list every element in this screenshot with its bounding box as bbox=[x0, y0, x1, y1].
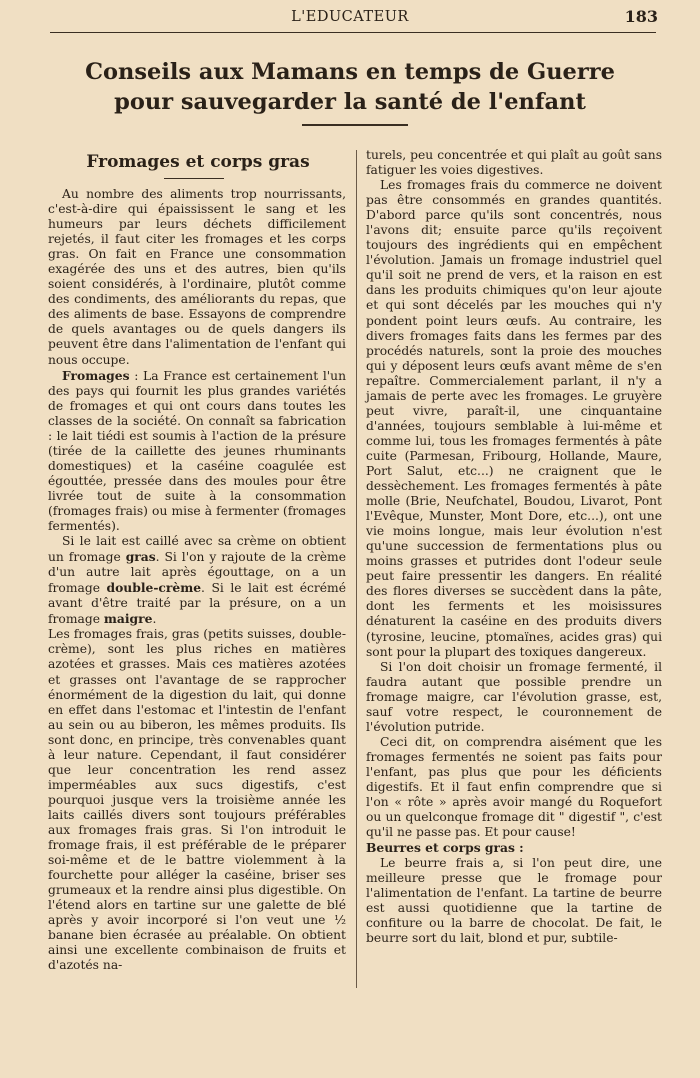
emphasis: maigre bbox=[103, 611, 153, 627]
paragraph: Ceci dit, on comprendra aisément que les fromages fermentés ne soient pas faits pour l'enfant, pas plus que pour les déficients digestifs. Et il faut enfin comprendre que si l'on « rôte » après avoir mangé du Roquefort ou un quelconque fromage dit " digestif ", c'est qu'il ne passe pas. Et pour cause! bbox=[366, 734, 662, 840]
section-title: Fromages et corps gras bbox=[86, 152, 310, 172]
emphasis: gras bbox=[125, 549, 156, 565]
paragraph: Les fromages frais du commerce ne doivent pas être consommés en grandes quantités. D'abord parce qu'ils sont concentrés, nous l'avons dit; ensuite parce qu'ils reçoivent toujours des ingrédients qui en empêchent l'évolution. Jamais un fromage industriel quel qu'il soit ne prend de vers, et la raison en est dans les produits chimiques qu'on leur ajoute et qui sont décelés par les mouches qui n'y pondent point leurs œufs. Au contraire, les divers fromages faits dans les fermes par des procédés naturels, sont la proie des mouches qui y déposent leurs œufs avant même de s'en repaître. Commercialement parlant, il n'y a jamais de perte avec les fromages. Le gruyère peut vivre, paraît-il, une cinquantaine d'années, toujours semblable à lui-même et comme lui, tous les fromages fermentés à pâte cuite (Parmesan, Fribourg, Hollande, Maure, Port Salut, etc...) ne craignent que le dessèchement. Les fromages fermentés à pâte molle (Brie, Neufchatel, Boudou, Livarot, Pont l'Evêque, Munster, Mont Dore, etc...), ont une vie moins longue, mais leur évolution n'est qu'une succession de fermentations plus ou moins grasses et putrides dont l'odeur seule peut faire pressentir les dangers. En réalité des flores diverses se succèdent dans la pâte, dont les ferments et les moisissures dénaturent la caséine en des produits divers (tyrosine, leucine, ptomaïnes, acides gras) qui sont pour la plupart des toxiques dangereux. bbox=[366, 178, 662, 659]
title-rule bbox=[302, 124, 408, 126]
column-divider bbox=[356, 150, 357, 988]
section-rule bbox=[164, 178, 224, 179]
paragraph: Les fromages frais, gras (petits suisses, double-crème), sont les plus riches en matières azotées et grasses. Mais ces matières azotées et grasses ont l'avantage de se rapprocher énormément de la digestion du lait, qui donne en effet dans l'estomac et l'intestin de l'enfant au sein ou au biberon, les mêmes produits. Ils sont donc, en principe, très convenables quant à leur nature. Cependant, il faut considérer que leur concentration les rend assez imperméables aux sucs digestifs, c'est pourquoi jusque vers la troisième année les laits caillés divers sont toujours préférables aux fromages frais gras. Si l'on introduit le fromage frais, il est préférable de le préparer soi-même et de le battre violemment à la fourchette pour alléger la caséine, briser ses grumeaux et la rendre ainsi plus digestible. On l'étend alors en tartine sur une galette de blé après y avoir incorporé si l'on veut une ½ banane bien écrasée au préalable. On obtient ainsi une excellente combinaison de fruits et d'azotés na- bbox=[48, 627, 346, 973]
left-column bbox=[48, 187, 346, 973]
run-in-label: Fromages bbox=[62, 367, 130, 383]
right-column bbox=[366, 148, 662, 946]
paragraph: Si l'on doit choisir un fromage fermenté, il faudra autant que possible prendre un fromage maigre, car l'évolution grasse, est, sauf votre respect, le couronnement de l'évolution putride. bbox=[366, 659, 662, 734]
paragraph-text: : La France est certainement l'un des pays qui fournit les plus grandes variétés de fromages et qui ont cours dans toutes les classes de la société. On connaît sa fabrication : le lait tiédi est soumis à l'action de la présure (tirée de la caillette des jeunes rhuminants domestiques) et la caséine coagulée est égouttée, pressée dans des moules pour être livrée tout de suite à la consommation (fromages frais) ou mise à fermenter (fromages fermentés). bbox=[48, 368, 346, 534]
paragraph: Au nombre des aliments trop nourrissants, c'est-à-dire qui épaississent le sang et les humeurs par leurs déchets difficilement rejetés, il faut citer les fromages et les corps gras. On fait en France une consommation exagérée des uns et des autres, bien qu'ils soient considérés, à l'ordinaire, plutôt comme des condiments, des améliorants du repas, que des aliments de base. Essayons de comprendre de quels avantages ou de quels dangers ils peuvent être dans l'alimentation de l'enfant qui nous occupe. bbox=[48, 187, 346, 367]
subheading bbox=[366, 840, 662, 856]
paragraph bbox=[48, 368, 346, 535]
paragraph-text: . Si l'on y rajoute de la crème d'un autre lait après égouttage, on a un fromage bbox=[48, 550, 346, 596]
emphasis: double-crème bbox=[106, 580, 202, 596]
paragraph: turels, peu concentrée et qui plaît au goût sans fatiguer les voies digestives. bbox=[366, 148, 662, 178]
article-title bbox=[40, 57, 660, 117]
paragraph: Le beurre frais a, si l'on peut dire, une meilleure presse que le fromage pour l'alimentation de l'enfant. La tartine de beurre est aussi quotidienne que la tartine de confiture ou la barre de chocolat. De fait, le beurre sort du lait, blond et pur, subtile- bbox=[366, 856, 662, 946]
paragraph-text: . Si le lait est écrémé avant d'être traité par la présure, on a un fromage bbox=[48, 581, 346, 627]
header-rule bbox=[50, 32, 656, 33]
paragraph-text: . bbox=[152, 612, 157, 627]
running-header: L'EDUCATEUR bbox=[291, 9, 409, 25]
article-title-line-2: pour sauvegarder la santé de l'enfant bbox=[114, 89, 586, 115]
paragraph bbox=[48, 534, 346, 627]
article-title-line-1: Conseils aux Mamans en temps de Guerre bbox=[85, 59, 615, 85]
paragraph-text: Si le lait est caillé avec sa crème on obtient un fromage bbox=[48, 534, 346, 565]
subheading-text: Beurres et corps gras : bbox=[366, 840, 524, 856]
page-number: 183 bbox=[624, 7, 658, 26]
